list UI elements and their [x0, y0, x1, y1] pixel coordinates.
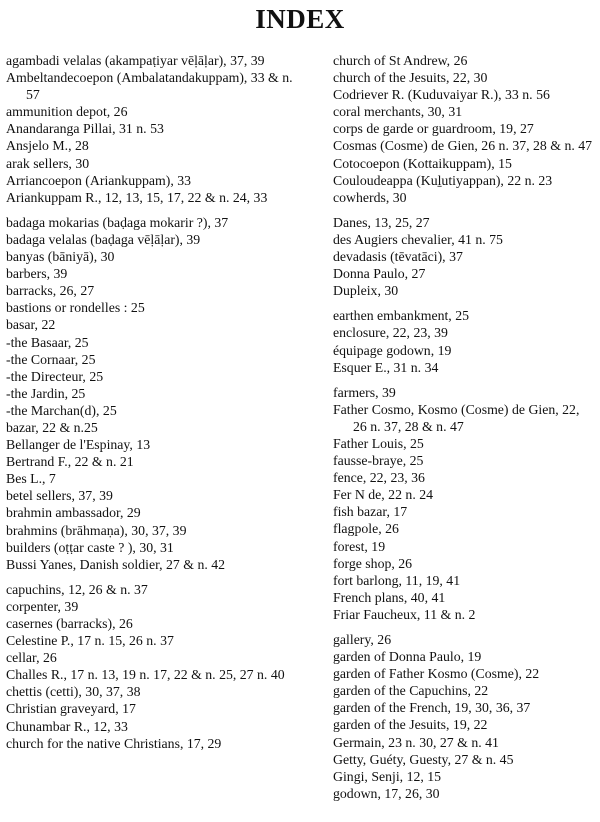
index-entry: Bussi Yanes, Danish soldier, 27 & n. 42 — [6, 556, 226, 572]
index-entry: -the Directeur, 25 — [6, 368, 104, 384]
index-entry: betel sellers, 37, 39 — [6, 488, 113, 504]
index-entry: flagpole, 26 — [333, 521, 399, 537]
index-entry: équipage godown, 19 — [333, 342, 452, 358]
index-entry: corps de garde or guardroom, 19, 27 — [333, 121, 534, 137]
index-entry: earthen embankment, 25 — [333, 308, 470, 324]
index-entry: Celestine P., 17 n. 15, 26 n. 37 — [6, 633, 174, 649]
index-entry: Donna Paulo, 27 — [333, 266, 426, 282]
index-entry: Couloudeappa (Kuḻutiyappan), 22 n. 23 — [333, 172, 553, 188]
index-entry: fence, 22, 23, 36 — [333, 470, 425, 486]
index-entry: ammunition depot, 26 — [6, 104, 128, 120]
index-entry: arak sellers, 30 — [6, 155, 90, 171]
index-entry: Bertrand F., 22 & n. 21 — [6, 454, 134, 470]
index-entry: fish bazar, 17 — [333, 504, 408, 520]
index-entry: Dupleix, 30 — [333, 283, 399, 299]
index-entry: garden of the French, 19, 30, 36, 37 — [333, 700, 531, 716]
index-letter-gap — [6, 206, 306, 214]
index-entry: godown, 17, 26, 30 — [333, 785, 440, 801]
index-entry: Codriever R. (Kuduvaiyar R.), 33 n. 56 — [333, 87, 550, 103]
index-entry: Ansjelo M., 28 — [6, 138, 89, 154]
index-entry: forge shop, 26 — [333, 555, 413, 571]
index-entry: cowherds, 30 — [333, 189, 407, 205]
index-entry: garden of the Jesuits, 19, 22 — [333, 717, 488, 733]
index-entry: garden of the Capuchins, 22 — [333, 683, 489, 699]
index-entry: Cotocoepon (Kottaikuppam), 15 — [333, 155, 512, 171]
index-entry: fort barlong, 11, 19, 41 — [333, 572, 461, 588]
index-entry: Bellanger de l'Espinay, 13 — [6, 437, 151, 453]
index-entry: Christian graveyard, 17 — [6, 701, 136, 717]
index-letter-gap — [333, 206, 595, 214]
index-entry: corpenter, 39 — [6, 598, 79, 614]
index-entry: brahmins (brāhmaṇa), 30, 37, 39 — [6, 522, 187, 538]
index-entry: basar, 22 — [6, 317, 56, 333]
index-entry: agambadi velalas (akampaṭiyar vēḷāḷar), 37, 39 — [6, 53, 265, 68]
index-entry: gallery, 26 — [333, 632, 392, 647]
index-entry: Esquer E., 31 n. 34 — [333, 359, 439, 375]
page-title: INDEX — [255, 4, 345, 34]
index-entry: badaga mokarias (baḍaga mokarir ?), 37 — [6, 214, 229, 230]
index-entry: -the Cornaar, 25 — [6, 351, 96, 367]
index-entry: Arriancoepon (Ariankuppam), 33 — [6, 172, 192, 188]
index-column-right — [333, 52, 595, 802]
index-entry: Ambeltandecoepon (Ambalatandakuppam), 33 & n. 57 — [6, 70, 293, 103]
index-entry: forest, 19 — [333, 538, 386, 554]
index-entry: banyas (bāniyā), 30 — [6, 249, 115, 265]
index-entry: -the Basaar, 25 — [6, 334, 89, 350]
index-entry: garden of Donna Paulo, 19 — [333, 649, 482, 665]
index-entry: Bes L., 7 — [6, 471, 56, 487]
index-entry: des Augiers chevalier, 41 n. 75 — [333, 231, 503, 247]
index-entry: Gingi, Senji, 12, 15 — [333, 768, 442, 784]
index-entry: bazar, 22 & n.25 — [6, 419, 98, 435]
index-entry: Danes, 13, 25, 27 — [333, 214, 430, 230]
index-entry: brahmin ambassador, 29 — [6, 505, 141, 521]
index-entry: Challes R., 17 n. 13, 19 n. 17, 22 & n. 25, 27 n. 40 — [6, 667, 285, 683]
index-entry: Friar Faucheux, 11 & n. 2 — [333, 606, 476, 622]
index-entry: builders (oṭṭar caste ? ), 30, 31 — [6, 539, 174, 555]
index-entry: Fer N de, 22 n. 24 — [333, 487, 434, 503]
index-entry: -the Marchan(d), 25 — [6, 402, 117, 418]
index-letter-gap — [333, 623, 595, 631]
index-entry: devadasis (tēvatāci), 37 — [333, 249, 463, 265]
index-entry: barbers, 39 — [6, 266, 68, 282]
index-entry: French plans, 40, 41 — [333, 589, 446, 605]
index-entry: farmers, 39 — [333, 384, 396, 400]
index-entry: church of the Jesuits, 22, 30 — [333, 70, 488, 86]
index-letter-gap — [6, 573, 306, 581]
index-letter-gap — [333, 299, 595, 307]
index-entry: Getty, Guéty, Guesty, 27 & n. 45 — [333, 751, 514, 767]
index-entry: capuchins, 12, 26 & n. 37 — [6, 581, 148, 597]
index-entry: barracks, 26, 27 — [6, 283, 95, 299]
index-entry: fausse-braye, 25 — [333, 453, 424, 469]
index-entry: Anandaranga Pillai, 31 n. 53 — [6, 121, 164, 137]
index-entry: Chunambar R., 12, 33 — [6, 718, 128, 734]
index-entry: badaga velalas (baḍaga vēḷāḷar), 39 — [6, 231, 201, 247]
index-entry: bastions or rondelles : 25 — [6, 300, 145, 316]
index-entry: Germain, 23 n. 30, 27 & n. 41 — [333, 734, 499, 750]
index-entry: Father Cosmo, Kosmo (Cosme) de Gien, 22, 26 n. 37, 28 & n. 47 — [333, 401, 580, 434]
index-entry: coral merchants, 30, 31 — [333, 104, 463, 120]
index-column-left — [6, 52, 306, 752]
index-entry: Ariankuppam R., 12, 13, 15, 17, 22 & n. 24, 33 — [6, 189, 268, 205]
index-entry: enclosure, 22, 23, 39 — [333, 325, 448, 341]
index-entry: Cosmas (Cosme) de Gien, 26 n. 37, 28 & n. 47 — [333, 138, 593, 154]
index-entry: chettis (cetti), 30, 37, 38 — [6, 684, 141, 700]
index-entry: Father Louis, 25 — [333, 435, 424, 451]
index-entry: cellar, 26 — [6, 650, 57, 666]
index-entry: garden of Father Kosmo (Cosme), 22 — [333, 666, 540, 682]
index-entry: church of St Andrew, 26 — [333, 53, 468, 68]
index-letter-gap — [333, 376, 595, 384]
index-entry: church for the native Christians, 17, 29 — [6, 735, 222, 751]
index-entry: -the Jardin, 25 — [6, 385, 86, 401]
index-entry: casernes (barracks), 26 — [6, 616, 133, 631]
